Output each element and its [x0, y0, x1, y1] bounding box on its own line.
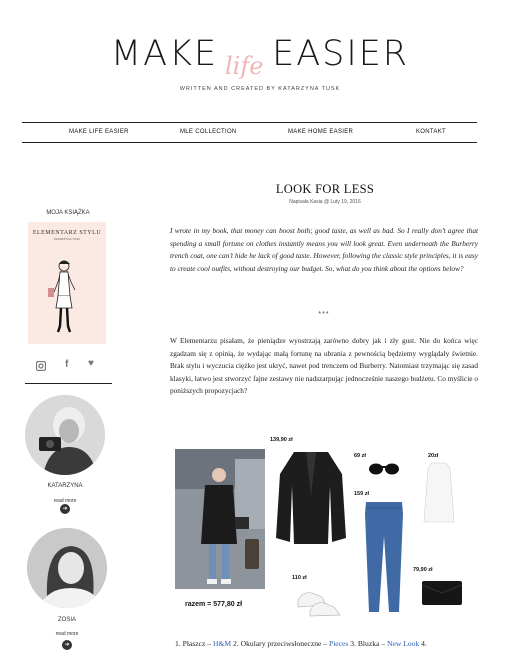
sneakers-product[interactable] — [296, 583, 344, 617]
avatar-zosia-photo — [27, 528, 107, 608]
white-top-product[interactable] — [420, 462, 458, 524]
arrow-right-icon[interactable]: ➜ — [60, 504, 70, 514]
product-list — [175, 639, 485, 648]
price-jeans: 159 zł — [354, 491, 369, 497]
outfit-collage — [168, 436, 486, 622]
nav-kontakt[interactable]: KONTAKT — [416, 129, 446, 135]
street-style-photo[interactable] — [175, 449, 265, 589]
heart-icon[interactable]: ♥ — [88, 358, 94, 369]
read-more-link[interactable]: read more — [53, 498, 77, 504]
book-title: ELEMENTARZ STYLU — [32, 230, 102, 236]
main-nav — [22, 122, 477, 143]
sidebar-divider — [25, 383, 112, 384]
read-more-link[interactable]: read more — [55, 631, 79, 637]
price-clutch: 79,90 zł — [413, 567, 433, 573]
logo-make: MAKE — [110, 34, 219, 74]
product-list-text: 1. Płaszcz – — [175, 639, 213, 648]
post-intro-english: I wrote in my book, that money can boost both; good taste, as well as bad. So I really don’t agree that spending a small fortune on clothes instantly means you will look great. Even underneath the Burberry trench coat, one can’t hide he lack of good taste. However, following the classic style principles, it is easy to create cool outfits, without destroying our budget. So, what do you think about the options below? — [170, 226, 478, 273]
coat-product[interactable] — [272, 446, 350, 546]
link-new-look[interactable]: New Look — [386, 639, 420, 648]
site-tagline: WRITTEN AND CREATED BY KATARZYNA TUSK — [179, 86, 341, 92]
product-list-text: 2. Okulary przeciwsłoneczne – — [231, 639, 329, 648]
book-subtitle: KATARZYNA TUSK — [53, 237, 81, 241]
price-coat: 139,90 zł — [270, 437, 293, 443]
price-sunglasses: 69 zł — [354, 453, 366, 459]
jeans-product[interactable] — [362, 500, 406, 616]
logo-easier: EASIER — [272, 34, 410, 74]
instagram-icon[interactable] — [36, 361, 46, 374]
author-name-katarzyna: KATARZYNA — [47, 483, 83, 489]
sunglasses-product[interactable] — [368, 461, 400, 477]
author-name-zosia: ZOSIA — [57, 617, 76, 623]
price-sneakers: 110 zł — [292, 575, 307, 581]
link-hm[interactable]: H&M — [212, 639, 232, 648]
product-list-text: 4. — [419, 639, 427, 648]
total-price: razem = 577,80 zł — [185, 601, 243, 608]
price-top: 20zł — [428, 453, 439, 459]
post-title[interactable]: LOOK FOR LESS — [275, 182, 375, 196]
avatar-katarzyna[interactable] — [25, 395, 105, 475]
avatar-katarzyna-photo — [25, 395, 105, 475]
link-pieces[interactable]: Pieces — [328, 639, 349, 648]
post-meta: Napisała Kasia @ Luty 19, 2016 — [289, 199, 361, 205]
post-intro-polish: W Elementarzu pisałam, że pieniądze wyostrzają zarówno dobry jak i zły gust. Nie do końca więc zgadzam się z opinią, że wydając małą fortunę na ubrania z pewnością będziemy wyglądały świetnie. Brak stylu i wyczucia ciężko jest ukryć, nawet pod trenczem od Burberry. Natomiast trzymając się zasad klasyki, łatwo jest stworzyć fajne zestawy nie nadszarpując jednocześnie naszego budżetu. Co myślicie o poniższych propozycjach? — [170, 336, 478, 396]
nav-make-life-easier[interactable]: MAKE LIFE EASIER — [69, 129, 129, 135]
product-list-text: 3. Bluzka – — [348, 639, 387, 648]
book-illustration — [28, 222, 106, 344]
post-separator: *** — [318, 311, 330, 318]
facebook-icon[interactable]: f — [65, 359, 69, 370]
clutch-product[interactable] — [420, 575, 464, 609]
nav-mle-collection[interactable]: MLE COLLECTION — [180, 129, 237, 135]
avatar-zosia[interactable] — [27, 528, 107, 608]
logo-script-life: life — [225, 52, 264, 80]
book-cover[interactable] — [28, 222, 106, 344]
arrow-right-icon[interactable]: ➜ — [62, 640, 72, 650]
nav-make-home-easier[interactable]: MAKE HOME EASIER — [288, 129, 354, 135]
book-label: MOJA KSIĄŻKA — [46, 210, 90, 216]
